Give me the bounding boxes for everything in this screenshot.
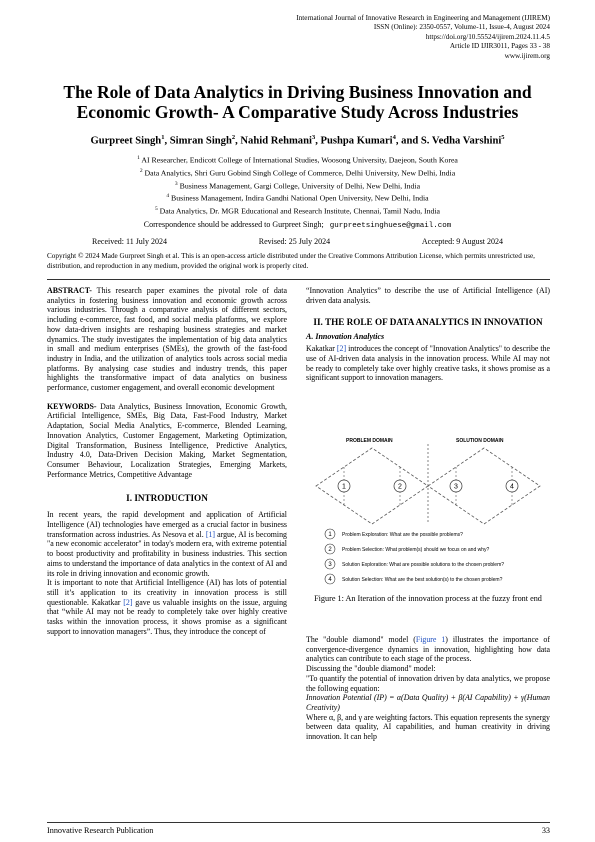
double-diamond-paragraph: The "double diamond" model (Figure 1) illustrates the importance of convergence-divergence dynamics in innovation, highlighting how data analytics can contribute to each stage of the process.	[306, 635, 550, 664]
author-affiliation-mark: 1	[161, 134, 165, 141]
svg-text:2: 2	[398, 483, 402, 491]
doi-link[interactable]: https://doi.org/10.55524/ijirem.2024.11.4.5	[425, 32, 550, 41]
node-1	[338, 480, 350, 492]
step-2	[325, 544, 490, 554]
svg-text:Problem Selection: What proble: Problem Selection: What problem(s) should we focus on and why?	[342, 547, 490, 553]
accepted-date: Accepted: 9 August 2024	[421, 237, 503, 246]
svg-text:4: 4	[510, 483, 514, 491]
node-4	[506, 480, 518, 492]
affiliation-text: Business Management, Indira Gandhi National Open University, New Delhi, India	[169, 193, 429, 203]
discussion-line: Discussing the "double diamond" model:	[306, 664, 436, 674]
correspondence-text: Correspondence should be addressed to Gurpreet Singh;	[143, 220, 324, 229]
affiliation-line	[30, 166, 565, 179]
equation-intro: "To quantify the potential of innovation driven by data analytics, we propose the following equation:	[306, 673, 550, 693]
equation-explanation: Where α, β, and γ are weighting factors. This equation represents the synergy between data quality, AI capabilities, and human creativity in driving innovation. It can help	[306, 712, 550, 742]
author-name: Nahid Rehmani	[240, 135, 312, 147]
affiliation-text: Data Analytics, Shri Guru Gobind Singh College of Commerce, Delhi University, New Delhi, India	[142, 168, 456, 178]
step-4	[325, 574, 503, 584]
solution-domain-label: SOLUTION DOMAIN	[456, 438, 504, 444]
affiliation-mark: 5	[154, 206, 158, 213]
author-affiliation-mark: 2	[231, 134, 236, 141]
step-1	[325, 529, 463, 539]
node-2	[394, 480, 406, 492]
svg-text:3: 3	[328, 562, 332, 568]
author-name: Gurpreet Singh	[90, 135, 162, 147]
author-list	[20, 134, 575, 147]
right-column-bottom	[306, 635, 550, 742]
svg-text:Solution Exploration: What are: Solution Exploration: What are possible solutions to the chosen problem?	[342, 562, 505, 568]
node-3	[450, 480, 462, 492]
author-affiliation-mark: 4	[392, 134, 396, 141]
section-2-heading: II. THE ROLE OF DATA ANALYTICS IN INNOVATION	[313, 317, 543, 328]
author-separator: ,	[164, 135, 170, 147]
affiliation-line	[30, 204, 565, 217]
svg-text:4: 4	[328, 577, 332, 583]
revised-date: Revised: 25 July 2024	[258, 237, 331, 246]
subsection-heading: A. Innovation Analytics	[306, 332, 385, 342]
author-affiliation-mark: 5	[501, 134, 505, 141]
publisher-name: Innovative Research Publication	[47, 826, 154, 835]
author-affiliation-mark: 3	[311, 134, 316, 141]
introduction-heading: I. INTRODUCTION	[126, 493, 208, 504]
figure-link[interactable]: Figure 1	[415, 635, 446, 644]
keywords-label: KEYWORDS-	[47, 401, 97, 411]
affiliation-line	[30, 191, 565, 204]
journal-header	[130, 14, 550, 61]
problem-diamond	[316, 448, 428, 524]
svg-text:3: 3	[454, 483, 458, 491]
keywords	[47, 402, 287, 480]
affiliation-mark: 1	[137, 155, 140, 161]
affiliation-mark: 4	[166, 193, 170, 200]
author-name: S. Vedha Varshini	[420, 135, 502, 147]
double-diamond-figure	[306, 430, 550, 590]
author-separator: ,	[315, 135, 321, 147]
abstract-text: This research paper examines the pivotal role of data analytics in fostering business innovation and economic growth across various industries. Through a comparative analysis of different sectors, including e-commerce, fast food, and social media platforms, we explore how data-driven insights are reshaping business strategies and market dynamics. The study investigates the implementation of big data analytics in small and medium enterprises (SMEs), the growth of the fast-food industry in India, and the utilization of analytics tools across social media platforms. By analysing case studies and industry trends, this paper highlights the transformative impact of data analytics on business performance, customer engagement, and overall economic development	[47, 286, 287, 393]
right-column-top	[306, 286, 550, 383]
innovation-analytics-paragraph: Kakatkar [2] introduces the concept of "Innovation Analytics" to describe the use of AI-driven data analysis in the innovation process. While AI may not be ready to completely take over highly creative tasks, it shows promise as a significant support to innovation managers.	[306, 344, 551, 383]
svg-text:2: 2	[328, 547, 332, 553]
author-name: Pushpa Kumari	[320, 135, 393, 147]
intro-paragraph-2: It is important to note that Artificial Intelligence (AI) has lots of potential still it’s application to its creativity in innovation process is still questionable. Kakatkar [2] gave us valuable insights on the issue, arguing that “while AI may not be ready to completely take over highly creative tasks within the innovation process, it shows promise as a significant support to innovation managers”. Thus, they introduce the concept of	[47, 578, 287, 636]
author-name: Simran Singh	[169, 135, 232, 147]
author-separator: , and	[395, 135, 421, 147]
affiliation-line	[30, 153, 565, 166]
footer-divider	[47, 822, 550, 823]
step-3	[325, 559, 504, 569]
affiliation-mark: 2	[139, 167, 143, 174]
abstract	[47, 286, 287, 393]
website-link[interactable]: www.ijirem.org	[504, 51, 550, 60]
abstract-label: ABSTRACT-	[47, 286, 92, 295]
svg-text:1: 1	[328, 532, 332, 538]
citation-link[interactable]: [1]	[205, 529, 216, 539]
received-date: Received: 11 July 2024	[92, 237, 168, 246]
continued-text: “Innovation Analytics” to describe the use of Artificial Intelligence (AI) driven data analysis.	[306, 286, 550, 305]
left-column	[47, 286, 287, 637]
solution-diamond	[428, 448, 540, 524]
journal-name: International Journal of Innovative Research in Engineering and Management (IJIREM)	[296, 14, 550, 22]
affiliation-list	[30, 153, 565, 217]
page-footer	[47, 826, 550, 835]
author-email[interactable]: gurpreetsinghuese@gmail.com	[329, 222, 452, 230]
svg-text:1: 1	[342, 483, 346, 491]
publication-dates	[92, 237, 503, 246]
problem-domain-label: PROBLEM DOMAIN	[346, 438, 393, 444]
citation-link[interactable]: [2]	[336, 344, 347, 354]
affiliation-text: Business Management, Gargi College, University of Delhi, New Delhi, India	[177, 181, 421, 191]
page-number: 33	[541, 826, 550, 835]
intro-paragraph-1: In recent years, the rapid development and application of Artificial Intelligence (AI) technologies have emerged as a crucial factor in business transformation across industries. As Nesova et al. [1] argue, AI is becoming "a new economic accelerator" in today's modern era, with extreme potential to boost productivity and profitability in business industries. This section aims to understand the importance of data analytics in the context of AI and its role in driving innovation and economic growth.	[47, 510, 287, 578]
affiliation-text: Data Analytics, Dr. MGR Educational and Research Institute, Chennai, Tamil Nadu, India	[157, 206, 441, 216]
issn-line: ISSN (Online): 2350-0557, Volume-11, Issue-4, August 2024	[373, 23, 550, 32]
correspondence-line	[0, 220, 595, 230]
affiliation-mark: 3	[174, 180, 178, 187]
author-separator: ,	[235, 135, 241, 147]
divider	[47, 279, 550, 280]
affiliation-line	[30, 179, 565, 192]
innovation-potential-equation: Innovation Potential (IP) = α(Data Quality) + β(AI Capability) + γ(Human Creativity)	[306, 693, 550, 712]
citation-link[interactable]: [2]	[123, 597, 133, 607]
article-id: Article ID IJIR3011, Pages 33 - 38	[449, 42, 550, 51]
copyright-notice: Copyright © 2024 Made Gurpreet Singh et al. This is an open-access article distributed under the Creative Commons Attribution License, which permits unrestricted use, distribution, and reproduction in any medium, provided the original work is properly cited.	[47, 252, 535, 270]
svg-text:Problem Exploration: What are: Problem Exploration: What are the possible problems?	[342, 532, 463, 538]
figure-caption: Figure 1: An Iteration of the innovation process at the fuzzy front end	[314, 594, 542, 603]
paper-title: The Role of Data Analytics in Driving Business Innovation and Economic Growth- A Comparative Study Across Industries	[63, 82, 532, 122]
keywords-text: Data Analytics, Business Innovation, Economic Growth, Artificial Intelligence, SMEs, Big Data, Fast-Food Industry, Market Adaptation, Social Media Analytics, E-commerce, Blended Learning, Innovation Analytics, Customer Engagement, Marketing Optimization, Digital Transformation, Business Intelligence, Predictive Analytics, Industry 4.0, Data-Driven Decision Making, Market Segmentation, Consumer Behaviour, Localization Strategies, Emerging Markets, Performance Metrics, Competitive Advantage	[47, 401, 287, 479]
svg-text:Solution Selection: What are t: Solution Selection: What are the best solution(s) to the chosen problem?	[342, 577, 503, 583]
affiliation-text: AI Researcher, Endicott College of International Studies, Woosong University, Daejeon, South Korea	[139, 155, 458, 165]
